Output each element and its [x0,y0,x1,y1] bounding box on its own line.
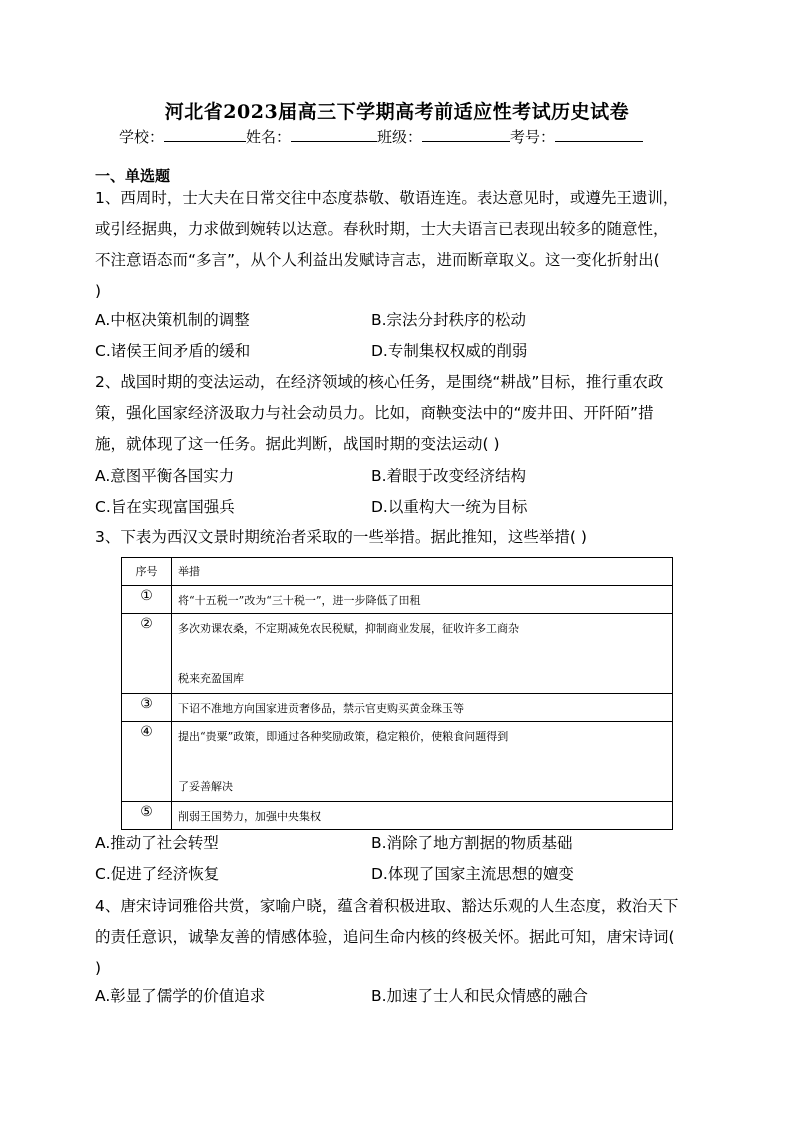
table-row [122,722,673,802]
measures-table [121,557,673,830]
table-row [122,802,673,830]
q1-option-c[interactable]: C.诸侯王间矛盾的缓和 [95,342,251,360]
q4-option-a[interactable]: A.彰显了儒学的价值追求 [95,987,266,1005]
class-blank[interactable] [422,127,510,142]
exam-no-label: 考号： [510,128,556,146]
q3-option-a[interactable]: A.推动了社会转型 [95,834,219,852]
row-text-line: 提出“贵粟”政策，即通过各种奖励政策，稳定粮价，使粮食问题得到 [178,730,509,743]
exam-title: 河北省2023届高三下学期高考前适应性考试历史试卷 [164,101,630,123]
q4-option-b[interactable]: B.加速了士人和民众情感的融合 [371,987,589,1005]
row-number: ⑤ [122,802,172,830]
row-number: ④ [122,722,172,802]
q3-stem: 3、下表为西汉文景时期统治者采取的一些举措。据此推知，这些举措( ) [95,528,587,546]
table-row [122,586,673,614]
q3-option-b[interactable]: B.消除了地方割据的物质基础 [371,834,573,852]
section-heading: 一、单选题 [95,167,171,185]
table-header-no: 序号 [122,558,172,586]
row-text [172,614,673,694]
q4-line-2: 的责任意识，诚挚友善的情感体验，追问生命内核的终极关怀。据此可知，唐宋诗词( [95,928,675,946]
table-row [122,694,673,722]
row-number: ③ [122,694,172,722]
school-label: 学校： [119,128,165,146]
row-text-line: 了妥善解决 [178,780,233,793]
row-text: 下诏不准地方向国家进贡奢侈品，禁示官吏购买黄金珠玉等 [172,694,673,722]
q1-line-3: 不注意语态而“多言”，从个人利益出发赋诗言志，进而断章取义。这一变化折射出( [95,251,660,269]
class-label: 班级： [377,128,423,146]
q1-line-4: ) [95,282,102,300]
school-blank[interactable] [164,127,246,142]
q4-line-1: 4、唐宋诗词雅俗共赏，家喻户晓，蕴含着积极进取、豁达乐观的人生态度，救治天下 [95,897,679,915]
q2-line-3: 施，就体现了这一任务。据此判断，战国时期的变法运动( ) [95,435,500,453]
table-row [122,614,673,694]
table-header-measure: 举措 [172,558,673,586]
row-number: ② [122,614,172,694]
row-text-line: 税来充盈国库 [178,672,244,685]
row-text-line: 多次劝课农桑，不定期减免农民税赋，抑制商业发展，征收许多工商杂 [178,622,519,635]
q2-option-a[interactable]: A.意图平衡各国实力 [95,467,235,485]
q1-option-a[interactable]: A.中枢决策机制的调整 [95,311,250,329]
row-number: ① [122,586,172,614]
row-text [172,722,673,802]
q2-option-c[interactable]: C.旨在实现富国强兵 [95,498,235,516]
q3-option-d[interactable]: D.体现了国家主流思想的嬗变 [371,865,574,883]
name-label: 姓名： [246,128,292,146]
row-text: 将“十五税一”改为“三十税一”，进一步降低了田租 [172,586,673,614]
q2-line-2: 策，强化国家经济汲取力与社会动员力。比如，商鞅变法中的“废井田、开阡陌”措 [95,404,654,422]
exam-no-blank[interactable] [555,127,643,142]
student-info-line [119,126,643,147]
q2-line-1: 2、战国时期的变法运动，在经济领域的核心任务，是围绕“耕战”目标，推行重农政 [95,373,664,391]
q4-line-3: ) [95,959,102,977]
table-header-row [122,558,673,586]
q2-option-d[interactable]: D.以重构大一统为目标 [371,498,528,516]
row-text: 削弱王国势力，加强中央集权 [172,802,673,830]
name-blank[interactable] [291,127,377,142]
q1-option-b[interactable]: B.宗法分封秩序的松动 [371,311,527,329]
q1-line-2: 或引经据典，力求做到婉转以达意。春秋时期，士大夫语言已表现出较多的随意性， [95,220,669,238]
q2-option-b[interactable]: B.着眼于改变经济结构 [371,467,527,485]
q1-option-d[interactable]: D.专制集权权威的削弱 [371,342,528,360]
q1-line-1: 1、西周时，士大夫在日常交往中态度恭敬、敬语连连。表达意见时，或遵先王遗训， [95,189,679,207]
q3-option-c[interactable]: C.促进了经济恢复 [95,865,220,883]
